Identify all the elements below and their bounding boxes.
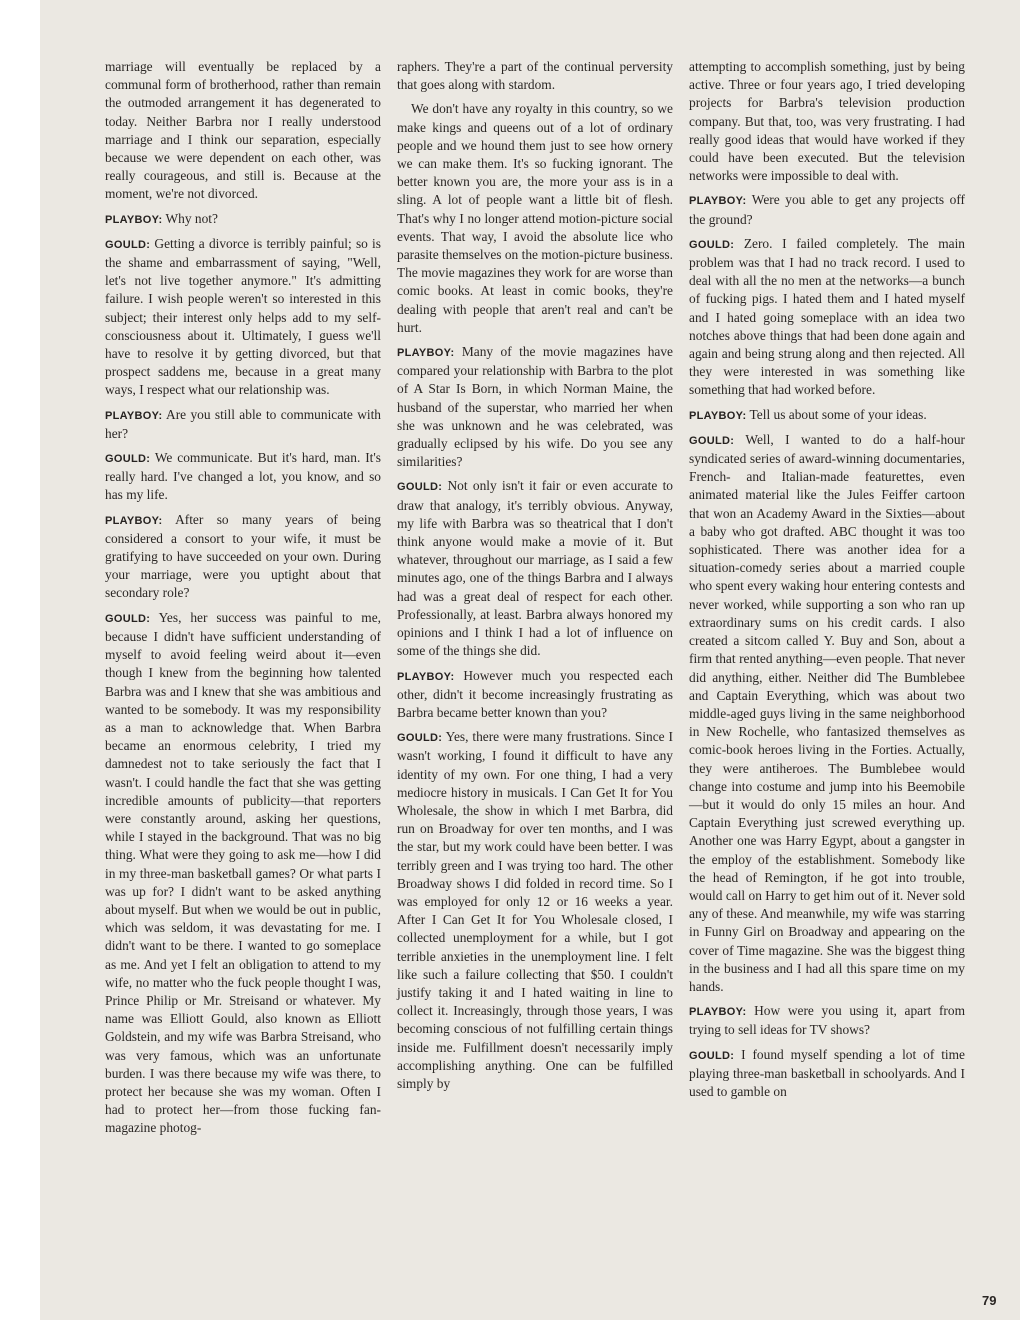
paragraph-text: Zero. I failed completely. The main problem was that I had no track record. I used to deal with all the no men at the networks—a bunch of fucking pigs. I hated them and I hated myself and I hated going someplace with an idea two notches above things that had been done again and again and being strung along and then rejected. All they were interested in was something like something that had worked before. bbox=[689, 235, 965, 398]
paragraph-text: Yes, there were many frustrations. Since I wasn't working, I found it difficult to have any identity of my own. For one thing, I had a very mediocre history in musicals. I Can Get It for You Wholesale, the show in which I met Barbra, did run on Broadway for over ten months, and I was the star, but my work could have been better. I was terribly green and I was trying too hard. The other Broadway shows I did folded in record time. So I was employed for only 12 or 16 weeks a year. After I Can Get It for You Wholesale closed, I collected unemployment for a while, but I got terrible anxieties in the unemployment line. I felt like such a failure collecting that $50. I couldn't justify taking it and I hated waiting in line to collect it. Increasingly, through those years, I was becoming conscious of not fulfilling certain things inside me. Fulfillment doesn't necessarily imply accomplishing anything. One can be fulfilled simply by bbox=[397, 729, 673, 1091]
text-column-3 bbox=[689, 58, 965, 1107]
speaker-label: GOULD: bbox=[105, 453, 151, 466]
speaker-label: PLAYBOY: bbox=[105, 409, 163, 422]
interview-paragraph bbox=[105, 511, 381, 603]
paragraph-text: attempting to accomplish something, just by being active. Three or four years ago, I tried developing projects for Barbra's television production company. But that, too, was very frustrating. I had really good ideas that would have worked if they could have been executed. But the television networks were impossible to deal with. bbox=[689, 59, 965, 184]
speaker-label: PLAYBOY: bbox=[689, 1006, 747, 1019]
paragraph-text: After so many years of being considered a consort to your wife, it must be gratifying to have succeeded on your own. During your marriage, were you uptight about that secondary role? bbox=[105, 511, 381, 601]
speaker-label: GOULD: bbox=[105, 612, 151, 625]
speaker-label: GOULD: bbox=[689, 1049, 735, 1062]
speaker-label: PLAYBOY: bbox=[105, 514, 163, 527]
paragraph-text: How were you using it, apart from trying to sell ideas for TV shows? bbox=[689, 1003, 965, 1038]
body-paragraph bbox=[397, 100, 673, 337]
paragraph-text: Were you able to get any projects off the ground? bbox=[689, 192, 965, 227]
body-paragraph bbox=[105, 58, 381, 204]
interview-paragraph bbox=[105, 449, 381, 505]
interview-paragraph bbox=[689, 235, 965, 400]
interview-paragraph bbox=[689, 1002, 965, 1039]
paragraph-text: raphers. They're a part of the continual perversity that goes along with stardom. bbox=[397, 59, 673, 93]
paragraph-text: Yes, her success was painful to me, because I didn't have sufficient understanding of myself to avoid feeling weird about it—even though I knew from the beginning how talented Barbra was and I knew that she was ambitious and wanted to be somebody. It was my responsibility as a man to acknowledge that. When Barbra became an enormous celebrity, I tried my damnedest not to take seriously the fact that I wasn't. I could handle the fact that she was getting incredible amounts of publicity—that reporters were constantly around, asking her questions, while I stayed in the background. That was no big thing. What were they going to ask me—how I did in my three-man basketball games? Or what parts I was up for? I didn't want to be asked anything about myself. But when we would be out in public, which was seldom, it was devastating for me. I didn't want to be there. I wanted to go someplace as me. And yet I felt an obligation to attend to my wife, no matter who the fuck people thought I was, Prince Philip or Mr. Streisand or whatever. My name was Elliott Gould, also known as Elliott Goldstein, and my wife was Barbra Streisand, who was very famous, which was an unfortunate burden. I was there because my wife was there, to protect her because she was my woman. Often I had to protect her—from those fucking fan-magazine photog- bbox=[105, 609, 381, 1136]
interview-paragraph bbox=[689, 406, 965, 425]
interview-paragraph bbox=[397, 477, 673, 660]
body-paragraph bbox=[689, 58, 965, 185]
speaker-label: GOULD: bbox=[689, 238, 735, 251]
interview-paragraph bbox=[397, 728, 673, 1093]
speaker-label: GOULD: bbox=[397, 481, 443, 494]
magazine-page bbox=[40, 0, 1020, 1320]
speaker-label: GOULD: bbox=[397, 732, 443, 745]
paragraph-text: Well, I wanted to do a half-hour syndicated series of award-winning documentaries, French- and Italian-made featurettes, even animated material like the Jules Feiffer cartoon that won an Academy Award in the Sixties—about a baby who got drafted. ABC thought it was too sophisticated. There was another idea for a situation-comedy series about a married couple who spent every waking hour entering contests and never worked, while supporting a son who ran up extraordinary sums on his credit cards. I also created a sitcom called Y. Buy and Son, about a firm that rented anything—even people. That never did anything, either. Neither did The Bumblebee and Captain Everything, which was about two middle-aged guys living in the same neighborhood in New Rochelle, who fantasized themselves as comic-book heroes living in the Forties. Actually, they were antiheroes. The Bumblebee would change into costume and jump into his Beemobile—but it would do only 15 miles an hour. And Captain Everything just screwed everything up. Another one was Harry Egypt, about a gangster in the employ of the establishment. Somebody like the head of Remington, if he got into trouble, would call on Harry to get him out of it. Never sold any of these. And meanwhile, my wife was starring in Funny Girl on Broadway and appearing on the cover of Time magazine. She was the biggest thing in the business and I had all this spare time on my hands. bbox=[689, 431, 965, 994]
speaker-label: PLAYBOY: bbox=[397, 347, 455, 360]
speaker-label: GOULD: bbox=[689, 434, 735, 447]
text-column-1 bbox=[105, 58, 381, 1144]
speaker-label: GOULD: bbox=[105, 238, 151, 251]
speaker-label: PLAYBOY: bbox=[689, 409, 747, 422]
paragraph-text: Tell us about some of your ideas. bbox=[749, 406, 927, 422]
interview-paragraph bbox=[105, 609, 381, 1138]
paragraph-text: Getting a divorce is terribly painful; so is the shame and embarrassment of saying, "Well, let's not live together anymore." It's admitting failure. I wish people weren't so interested in this subject; their interest only helps add to my self-consciousness about it. Ultimately, I guess we'll have to resolve it by getting divorced, but that prospect saddens me, because in a great many ways, I respect what our relationship was. bbox=[105, 235, 381, 398]
interview-paragraph bbox=[689, 191, 965, 228]
interview-paragraph bbox=[105, 210, 381, 229]
page-number: 79 bbox=[982, 1293, 997, 1308]
paragraph-text: Are you still able to communicate with her? bbox=[105, 406, 381, 441]
paragraph-text: Why not? bbox=[165, 210, 218, 226]
paragraph-text: We don't have any royalty in this country, so we make kings and queens out of a lot of ordinary people and we hound them just to see how ornery we can make them. It's so fucking ignorant. The better known you are, the more your ass is in a sling. A lot of people want a little bit of flesh. That's why I no longer attend motion-picture social events. That way, I avoid the absolute lice who parasite themselves on the motion-picture business. The movie magazines they work for are worse than comic books. At least in comic books, they're dealing with people that aren't real and can't be hurt. bbox=[397, 101, 673, 335]
interview-paragraph bbox=[397, 667, 673, 723]
text-column-2 bbox=[397, 58, 673, 1099]
paragraph-text: We communicate. But it's hard, man. It's really hard. I've changed a lot, you know, and so has my life. bbox=[105, 450, 381, 503]
body-paragraph bbox=[397, 58, 673, 94]
paragraph-text: marriage will eventually be replaced by a communal form of brotherhood, rather than remain the outmoded arrangement it has degenerated to today. Neither Barbra nor I really understood marriage and I think our separation, especially because we were dependent on each other, was really courageous, and still is. Because at the moment, we're not divorced. bbox=[105, 59, 381, 202]
interview-paragraph bbox=[689, 1046, 965, 1102]
speaker-label: PLAYBOY: bbox=[397, 670, 455, 683]
speaker-label: PLAYBOY: bbox=[105, 213, 163, 226]
paragraph-text: Many of the movie magazines have compared your relationship with Barbra to the plot of A Star Is Born, in which Norman Maine, the husband of the superstar, who married her when she was unknown and he was celebrated, was gradually eclipsed by his wife. Do you see any similarities? bbox=[397, 344, 673, 470]
paragraph-text: Not only isn't it fair or even accurate to draw that analogy, it's terribly obvious. Anyway, my life with Barbra was so theatrical that I don't think anyone would make a movie of it. But whatever, throughout our marriage, as I said a few minutes ago, one of the things Barbra and I always had was a great deal of respect for each other. Professionally, at least. Barbra always honored my opinions and I think I had a lot of influence on some of the things she did. bbox=[397, 478, 673, 659]
interview-paragraph bbox=[105, 406, 381, 443]
speaker-label: PLAYBOY: bbox=[689, 195, 747, 208]
paragraph-text: I found myself spending a lot of time playing three-man basketball in schoolyards. And I used to gamble on bbox=[689, 1046, 965, 1099]
interview-paragraph bbox=[397, 343, 673, 471]
interview-paragraph bbox=[689, 431, 965, 996]
paragraph-text: However much you respected each other, didn't it become increasingly frustrating as Barbra became better known than you? bbox=[397, 667, 673, 720]
interview-paragraph bbox=[105, 235, 381, 400]
